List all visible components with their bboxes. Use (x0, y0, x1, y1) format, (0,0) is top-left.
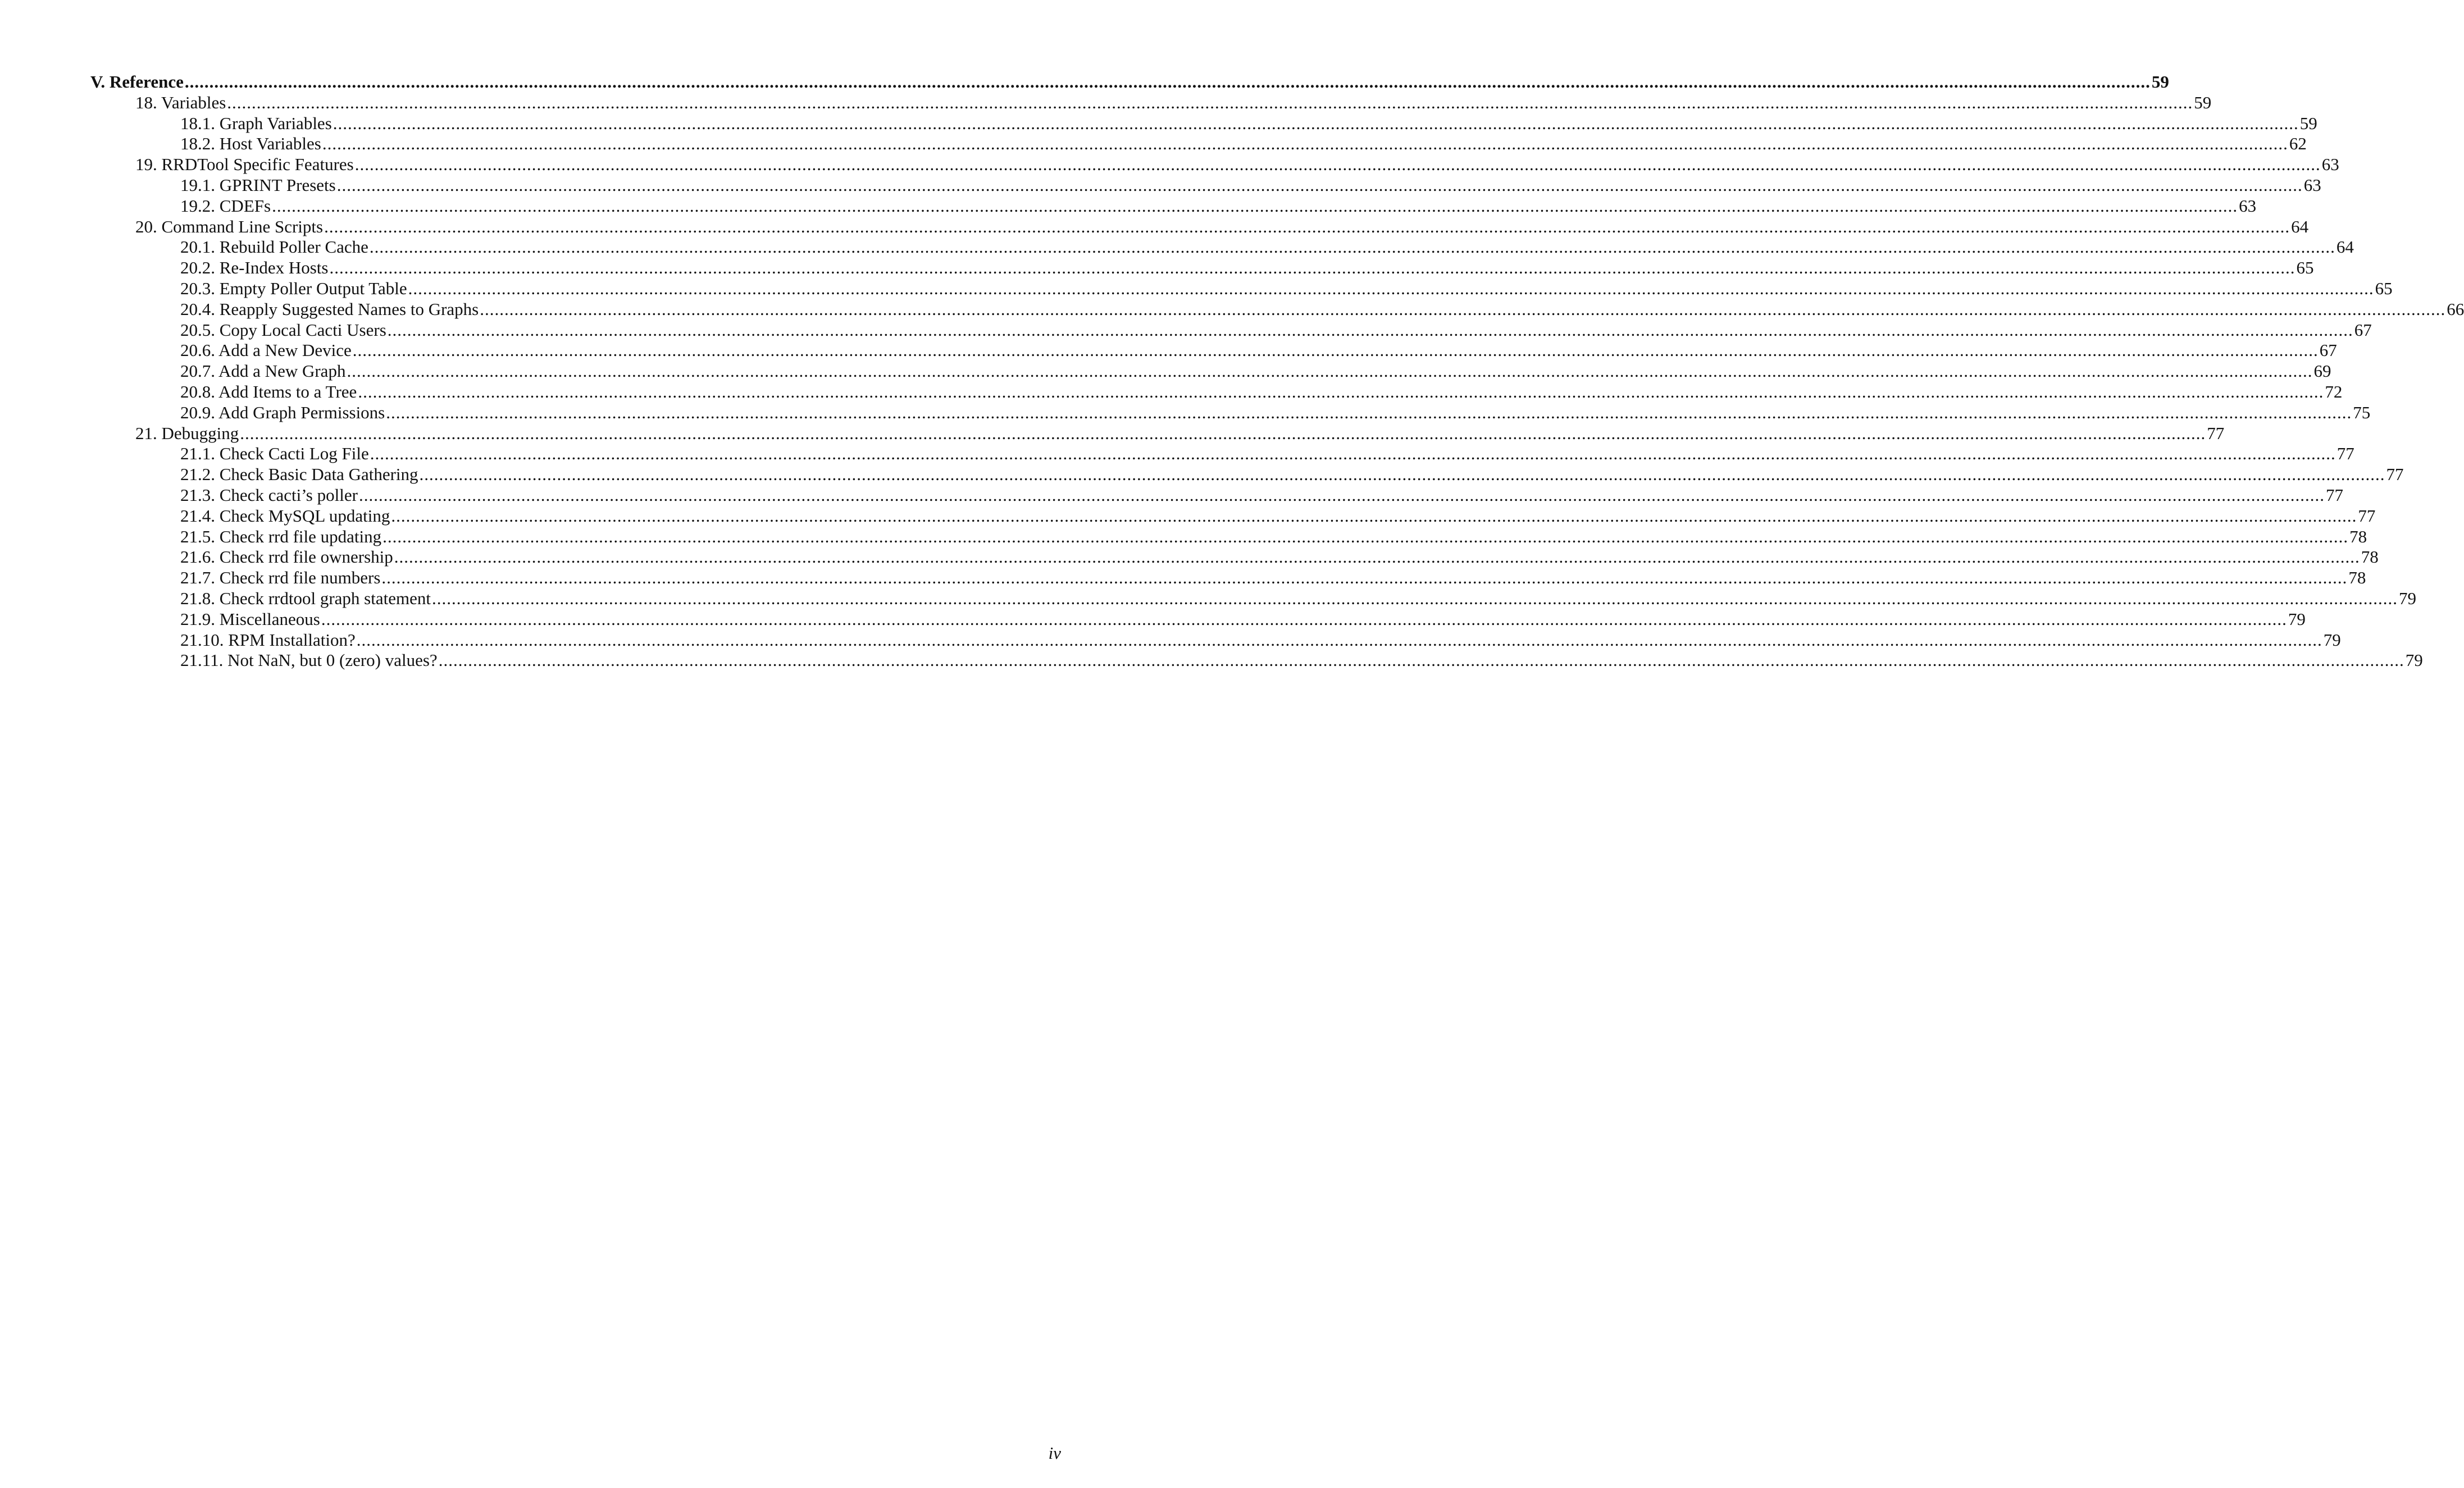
toc-section-entry[interactable] (90, 547, 2379, 568)
dot-leader: ................................................................................................................................................................................................................................................................................................................................................................................................................ (394, 547, 2360, 567)
dot-leader: ................................................................................................................................................................................................................................................................................................................................................................................................................ (419, 464, 2385, 485)
toc-entry-page: 77 (2325, 485, 2343, 505)
toc-chapter-entry[interactable] (90, 154, 2339, 175)
toc-section-entry[interactable] (90, 402, 2371, 423)
toc-entry-title: 21.4. Check MySQL updating (180, 505, 390, 526)
toc-entry-title: 21.7. Check rrd file numbers (180, 568, 381, 588)
dot-leader: ................................................................................................................................................................................................................................................................................................................................................................................................................ (408, 278, 2374, 298)
toc-entry-page: 79 (2398, 588, 2416, 608)
toc-entry-page: 78 (2348, 568, 2366, 588)
toc-entry-page: 67 (2319, 340, 2337, 360)
toc-entry-title: 18. Variables (135, 92, 226, 112)
toc-entry-title: 20.5. Copy Local Cacti Users (180, 319, 386, 340)
toc-entry-page: 59 (2299, 113, 2317, 133)
dot-leader: ................................................................................................................................................................................................................................................................................................................................................................................................................ (391, 505, 2357, 526)
toc-entry-title: 20.6. Add a New Device (180, 340, 352, 360)
dot-leader: ................................................................................................................................................................................................................................................................................................................................................................................................................ (358, 381, 2324, 401)
toc-entry-title: 19.2. CDEFs (180, 195, 271, 216)
toc-section-entry[interactable] (90, 361, 2331, 382)
toc-entry-page: 77 (2207, 423, 2225, 443)
toc-entry-page: 78 (2349, 526, 2367, 546)
toc-entry-title: 20.4. Reapply Suggested Names to Graphs (180, 299, 479, 319)
toc-entry-title: 21. Debugging (135, 423, 239, 443)
toc-chapter-entry[interactable] (90, 216, 2309, 238)
dot-leader: ................................................................................................................................................................................................................................................................................................................................................................................................................ (322, 134, 2288, 154)
toc-section-entry[interactable] (90, 588, 2416, 609)
dot-leader: ................................................................................................................................................................................................................................................................................................................................................................................................................ (358, 485, 2325, 505)
toc-entry-page: 66 (2447, 299, 2464, 319)
toc-entry-title: 21.11. Not NaN, but 0 (zero) values? (180, 650, 438, 670)
toc-entry-page: 67 (2354, 319, 2372, 340)
toc-entry-title: 20.2. Re-Index Hosts (180, 258, 329, 278)
dot-leader: ................................................................................................................................................................................................................................................................................................................................................................................................................ (272, 195, 2238, 216)
toc-section-entry[interactable] (90, 299, 2464, 320)
dot-leader: ................................................................................................................................................................................................................................................................................................................................................................................................................ (438, 650, 2404, 670)
dot-leader: ................................................................................................................................................................................................................................................................................................................................................................................................................ (369, 237, 2335, 257)
dot-leader: ................................................................................................................................................................................................................................................................................................................................................................................................................ (431, 588, 2398, 608)
toc-entry-title: 20.9. Add Graph Permissions (180, 402, 385, 422)
dot-leader: ................................................................................................................................................................................................................................................................................................................................................................................................................ (324, 216, 2290, 236)
toc-entry-title: 21.2. Check Basic Data Gathering (180, 464, 418, 485)
toc-entry-page: 77 (2358, 505, 2376, 526)
dot-leader: ................................................................................................................................................................................................................................................................................................................................................................................................................ (480, 299, 2446, 319)
toc-section-entry[interactable] (90, 175, 2321, 196)
dot-leader: ................................................................................................................................................................................................................................................................................................................................................................................................................ (333, 113, 2299, 133)
page-number: iv (1048, 1443, 1061, 1463)
toc-entry-page: 75 (2353, 402, 2371, 422)
toc-entry-title: 18.1. Graph Variables (180, 113, 332, 133)
toc-entry-page: 63 (2303, 175, 2321, 195)
toc-entry-page: 65 (2296, 258, 2314, 278)
toc-section-entry[interactable] (90, 464, 2404, 485)
dot-leader: ................................................................................................................................................................................................................................................................................................................................................................................................................ (184, 72, 2151, 92)
toc-list (90, 72, 2464, 671)
toc-section-entry[interactable] (90, 340, 2337, 361)
toc-entry-title: 21.9. Miscellaneous (180, 609, 320, 629)
toc-entry-title: 20.1. Rebuild Poller Cache (180, 237, 368, 257)
toc-section-entry[interactable] (90, 278, 2393, 299)
toc-entry-title: 21.5. Check rrd file updating (180, 526, 382, 546)
toc-entry-page: 78 (2361, 547, 2379, 567)
toc-entry-title: 21.10. RPM Installation? (180, 629, 356, 650)
toc-entry-page: 59 (2151, 72, 2169, 92)
toc-section-entry[interactable] (90, 258, 2314, 279)
dot-leader: ................................................................................................................................................................................................................................................................................................................................................................................................................ (329, 258, 2296, 278)
toc-section-entry[interactable] (90, 113, 2317, 134)
toc-entry-page: 65 (2375, 278, 2393, 298)
toc-section-entry[interactable] (90, 505, 2376, 527)
toc-entry-title: 21.8. Check rrdtool graph statement (180, 588, 431, 608)
toc-entry-page: 77 (2386, 464, 2404, 485)
toc-entry-page: 79 (2405, 650, 2423, 670)
toc-entry-page: 79 (2288, 609, 2306, 629)
toc-entry-page: 64 (2291, 216, 2309, 236)
dot-leader: ................................................................................................................................................................................................................................................................................................................................................................................................................ (386, 402, 2352, 422)
toc-chapter-entry[interactable] (90, 92, 2212, 113)
dot-leader: ................................................................................................................................................................................................................................................................................................................................................................................................................ (382, 526, 2349, 546)
toc-entry-title: V. Reference (90, 72, 184, 92)
toc-entry-page: 63 (2321, 154, 2339, 175)
dot-leader: ................................................................................................................................................................................................................................................................................................................................................................................................................ (370, 444, 2336, 464)
dot-leader: ................................................................................................................................................................................................................................................................................................................................................................................................................ (356, 629, 2322, 650)
dot-leader: ................................................................................................................................................................................................................................................................................................................................................................................................................ (352, 340, 2319, 360)
table-of-contents (90, 72, 2464, 671)
toc-entry-page: 72 (2325, 381, 2343, 401)
dot-leader: ................................................................................................................................................................................................................................................................................................................................................................................................................ (336, 175, 2303, 195)
toc-chapter-entry[interactable] (90, 423, 2225, 444)
toc-section-entry[interactable] (90, 195, 2257, 217)
toc-section-entry[interactable] (90, 526, 2367, 547)
dot-leader: ................................................................................................................................................................................................................................................................................................................................................................................................................ (354, 154, 2321, 175)
toc-entry-title: 20.8. Add Items to a Tree (180, 381, 357, 401)
toc-section-entry[interactable] (90, 650, 2423, 671)
toc-entry-title: 21.6. Check rrd file ownership (180, 547, 393, 567)
toc-section-entry[interactable] (90, 134, 2307, 154)
toc-section-entry[interactable] (90, 609, 2306, 630)
toc-entry-page: 62 (2289, 134, 2307, 154)
toc-entry-page: 69 (2313, 361, 2331, 381)
toc-entry-title: 20. Command Line Scripts (135, 216, 324, 236)
dot-leader: ................................................................................................................................................................................................................................................................................................................................................................................................................ (321, 609, 2287, 629)
toc-section-entry[interactable] (90, 237, 2354, 258)
toc-section-entry[interactable] (90, 319, 2372, 341)
toc-entry-title: 21.3. Check cacti’s poller (180, 485, 358, 505)
toc-section-entry[interactable] (90, 381, 2343, 403)
toc-entry-title: 19.1. GPRINT Presets (180, 175, 336, 195)
dot-leader: ................................................................................................................................................................................................................................................................................................................................................................................................................ (240, 423, 2206, 443)
toc-entry-title: 18.2. Host Variables (180, 134, 321, 154)
toc-section-entry[interactable] (90, 629, 2341, 651)
toc-entry-title: 20.7. Add a New Graph (180, 361, 346, 381)
toc-entry-page: 64 (2336, 237, 2354, 257)
toc-entry-page: 77 (2337, 444, 2354, 464)
toc-section-entry[interactable] (90, 485, 2343, 506)
dot-leader: ................................................................................................................................................................................................................................................................................................................................................................................................................ (387, 319, 2353, 340)
toc-part-entry[interactable] (90, 72, 2169, 93)
toc-entry-title: 20.3. Empty Poller Output Table (180, 278, 407, 298)
toc-entry-page: 63 (2239, 195, 2257, 216)
dot-leader: ................................................................................................................................................................................................................................................................................................................................................................................................................ (227, 92, 2193, 112)
dot-leader: ................................................................................................................................................................................................................................................................................................................................................................................................................ (347, 361, 2313, 381)
toc-entry-title: 19. RRDTool Specific Features (135, 154, 354, 175)
toc-entry-page: 79 (2323, 629, 2341, 650)
toc-section-entry[interactable] (90, 568, 2366, 588)
dot-leader: ................................................................................................................................................................................................................................................................................................................................................................................................................ (381, 568, 2348, 588)
toc-entry-page: 59 (2194, 92, 2212, 112)
toc-entry-title: 21.1. Check Cacti Log File (180, 444, 369, 464)
toc-section-entry[interactable] (90, 444, 2354, 464)
